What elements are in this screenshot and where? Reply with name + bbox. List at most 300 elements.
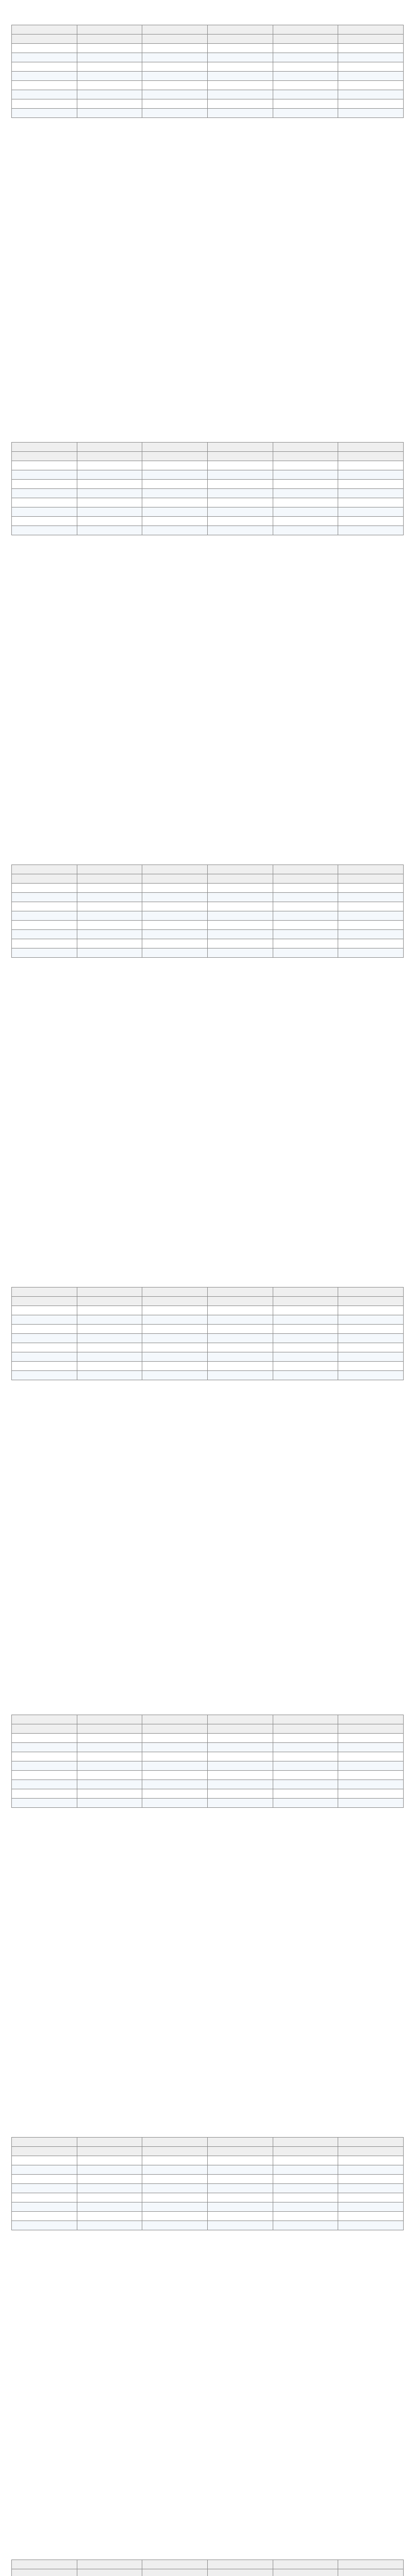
index-value-cell (142, 480, 208, 489)
column-header (273, 1724, 338, 1734)
header-row (12, 874, 404, 884)
index-value-cell (142, 930, 208, 939)
index-value-cell (77, 1306, 142, 1315)
column-header (273, 452, 338, 461)
column-header (207, 2560, 273, 2569)
table-title (11, 1695, 404, 1715)
index-value-cell (338, 2184, 404, 2193)
header-row (12, 35, 404, 44)
index-value-cell (142, 2175, 208, 2184)
index-value-cell (338, 44, 404, 53)
city-cell (12, 470, 77, 480)
table-row (12, 489, 404, 498)
city-cell (207, 90, 273, 99)
table-row (12, 517, 404, 526)
index-value-cell (273, 911, 338, 921)
city-cell (12, 1352, 77, 1362)
table-row (12, 1752, 404, 1761)
table-row (12, 948, 404, 958)
index-value-cell (142, 902, 208, 911)
city-cell (207, 948, 273, 958)
column-header (273, 2147, 338, 2156)
column-header (77, 443, 142, 452)
index-value-cell (142, 1352, 208, 1362)
column-header (207, 2138, 273, 2147)
column-header (12, 2569, 77, 2576)
table-row (12, 498, 404, 507)
city-cell (207, 2221, 273, 2230)
city-cell (207, 470, 273, 480)
index-value-cell (273, 1315, 338, 1325)
index-value-cell (338, 1362, 404, 1371)
index-value-cell (338, 470, 404, 480)
header-row (12, 25, 404, 35)
index-value-cell (142, 489, 208, 498)
city-cell (207, 884, 273, 893)
table-row (12, 1799, 404, 1808)
index-value-cell (77, 1352, 142, 1362)
index-value-cell (273, 53, 338, 62)
index-value-cell (142, 461, 208, 470)
column-header (12, 1715, 77, 1724)
index-value-cell (142, 1752, 208, 1761)
city-cell (207, 2165, 273, 2175)
column-header (142, 443, 208, 452)
city-cell (12, 893, 77, 902)
header-row (12, 2147, 404, 2156)
header-row (12, 1297, 404, 1306)
table-row (12, 2165, 404, 2175)
column-header (338, 2147, 404, 2156)
index-value-cell (338, 1315, 404, 1325)
city-cell (207, 507, 273, 517)
city-cell (207, 81, 273, 90)
header-row (12, 452, 404, 461)
index-value-cell (273, 2202, 338, 2212)
index-value-cell (273, 72, 338, 81)
index-value-cell (338, 1343, 404, 1352)
table-row (12, 911, 404, 921)
city-cell (12, 2184, 77, 2193)
index-value-cell (273, 902, 338, 911)
index-value-cell (77, 1371, 142, 1380)
column-header (77, 452, 142, 461)
table-row (12, 884, 404, 893)
table-row (12, 1734, 404, 1743)
column-header (338, 2560, 404, 2569)
table-row (12, 72, 404, 81)
index-value-cell (77, 1343, 142, 1352)
city-cell (12, 1306, 77, 1315)
index-value-cell (273, 2221, 338, 2230)
index-value-cell (273, 480, 338, 489)
city-cell (207, 1799, 273, 1808)
city-cell (12, 902, 77, 911)
city-cell (12, 884, 77, 893)
index-value-cell (338, 921, 404, 930)
index-value-cell (77, 461, 142, 470)
index-value-cell (142, 1780, 208, 1789)
city-cell (207, 1743, 273, 1752)
table-section (11, 1267, 404, 1380)
index-value-cell (338, 2212, 404, 2221)
column-header (12, 1297, 77, 1306)
index-value-cell (142, 72, 208, 81)
table-row (12, 470, 404, 480)
city-cell (12, 53, 77, 62)
column-header (12, 874, 77, 884)
index-value-cell (273, 498, 338, 507)
column-header (273, 2138, 338, 2147)
column-header (12, 35, 77, 44)
index-value-cell (273, 461, 338, 470)
index-value-cell (338, 2221, 404, 2230)
index-value-cell (273, 1352, 338, 1362)
index-value-cell (273, 921, 338, 930)
index-value-cell (338, 1752, 404, 1761)
column-header (207, 865, 273, 874)
city-cell (12, 1371, 77, 1380)
column-header (273, 443, 338, 452)
index-value-cell (142, 62, 208, 72)
index-value-cell (142, 911, 208, 921)
price-index-table (11, 2560, 404, 2576)
table-row (12, 44, 404, 53)
index-value-cell (273, 109, 338, 118)
column-header (273, 1297, 338, 1306)
city-cell (207, 921, 273, 930)
column-header (12, 452, 77, 461)
index-value-cell (142, 1789, 208, 1799)
index-value-cell (77, 884, 142, 893)
index-value-cell (142, 44, 208, 53)
city-cell (207, 1352, 273, 1362)
city-cell (12, 72, 77, 81)
city-cell (12, 507, 77, 517)
column-header (142, 35, 208, 44)
index-value-cell (77, 99, 142, 109)
table-row (12, 1315, 404, 1325)
column-header (338, 1297, 404, 1306)
index-value-cell (142, 1306, 208, 1315)
index-value-cell (77, 62, 142, 72)
city-cell (207, 1343, 273, 1352)
index-value-cell (77, 902, 142, 911)
city-cell (207, 1752, 273, 1761)
index-value-cell (338, 2175, 404, 2184)
index-value-cell (338, 2165, 404, 2175)
index-value-cell (77, 53, 142, 62)
city-cell (12, 81, 77, 90)
column-header (273, 874, 338, 884)
price-index-table (11, 1715, 404, 1808)
column-header (207, 874, 273, 884)
table-row (12, 53, 404, 62)
index-value-cell (77, 526, 142, 535)
column-header (207, 2569, 273, 2576)
city-cell (207, 109, 273, 118)
column-header (77, 865, 142, 874)
table-row (12, 81, 404, 90)
column-header (273, 1715, 338, 1724)
table-row (12, 1362, 404, 1371)
table-row (12, 2212, 404, 2221)
city-cell (207, 1761, 273, 1771)
table-row (12, 1771, 404, 1780)
column-header (207, 1287, 273, 1297)
column-header (77, 1715, 142, 1724)
index-value-cell (273, 489, 338, 498)
index-value-cell (77, 480, 142, 489)
index-value-cell (142, 948, 208, 958)
index-value-cell (338, 1799, 404, 1808)
city-cell (12, 1743, 77, 1752)
index-value-cell (77, 1325, 142, 1334)
column-header (338, 874, 404, 884)
city-cell (207, 1315, 273, 1325)
index-value-cell (77, 2212, 142, 2221)
index-value-cell (273, 1334, 338, 1343)
table-title (11, 1267, 404, 1287)
index-value-cell (142, 2165, 208, 2175)
column-header (77, 1297, 142, 1306)
city-cell (207, 62, 273, 72)
table-row (12, 1343, 404, 1352)
index-value-cell (77, 1315, 142, 1325)
city-cell (12, 2202, 77, 2212)
index-value-cell (273, 2175, 338, 2184)
index-value-cell (273, 1371, 338, 1380)
column-header (338, 865, 404, 874)
header-row (12, 1287, 404, 1297)
index-value-cell (273, 81, 338, 90)
column-header (12, 2138, 77, 2147)
city-cell (12, 526, 77, 535)
column-header (273, 2569, 338, 2576)
city-cell (12, 911, 77, 921)
city-cell (207, 517, 273, 526)
index-value-cell (338, 1734, 404, 1743)
city-cell (207, 53, 273, 62)
table-row (12, 1325, 404, 1334)
city-cell (207, 893, 273, 902)
index-value-cell (273, 526, 338, 535)
index-value-cell (142, 99, 208, 109)
city-cell (207, 480, 273, 489)
column-header (273, 1287, 338, 1297)
city-cell (12, 1362, 77, 1371)
column-header (77, 2147, 142, 2156)
header-row (12, 443, 404, 452)
table-section (11, 1695, 404, 1808)
index-value-cell (77, 1743, 142, 1752)
city-cell (207, 2212, 273, 2221)
index-value-cell (273, 1761, 338, 1771)
column-header (12, 1287, 77, 1297)
index-value-cell (338, 62, 404, 72)
city-cell (12, 921, 77, 930)
table-title (11, 5, 404, 25)
index-value-cell (273, 1752, 338, 1761)
column-header (12, 2560, 77, 2569)
column-header (207, 25, 273, 35)
index-value-cell (338, 517, 404, 526)
city-cell (207, 911, 273, 921)
city-cell (207, 2202, 273, 2212)
index-value-cell (77, 939, 142, 948)
city-cell (12, 1734, 77, 1743)
column-header (142, 2138, 208, 2147)
index-value-cell (273, 1343, 338, 1352)
city-cell (12, 461, 77, 470)
index-value-cell (77, 109, 142, 118)
table-row (12, 921, 404, 930)
index-value-cell (142, 893, 208, 902)
column-header (338, 1724, 404, 1734)
city-cell (207, 1362, 273, 1371)
city-cell (207, 1306, 273, 1315)
index-value-cell (142, 526, 208, 535)
index-value-cell (77, 1334, 142, 1343)
index-value-cell (77, 2221, 142, 2230)
city-cell (12, 1315, 77, 1325)
index-value-cell (273, 2212, 338, 2221)
city-cell (207, 2184, 273, 2193)
index-value-cell (273, 1306, 338, 1315)
city-cell (12, 1761, 77, 1771)
index-value-cell (273, 2156, 338, 2165)
city-cell (12, 1325, 77, 1334)
column-header (142, 452, 208, 461)
index-value-cell (338, 109, 404, 118)
column-header (77, 25, 142, 35)
city-cell (12, 939, 77, 948)
index-value-cell (273, 44, 338, 53)
column-header (207, 1297, 273, 1306)
index-value-cell (77, 72, 142, 81)
city-cell (12, 930, 77, 939)
index-value-cell (77, 1761, 142, 1771)
city-cell (12, 2165, 77, 2175)
price-index-table (11, 442, 404, 535)
column-header (12, 865, 77, 874)
column-header (338, 35, 404, 44)
table-row (12, 109, 404, 118)
table-section (11, 845, 404, 958)
index-value-cell (338, 2156, 404, 2165)
index-value-cell (142, 90, 208, 99)
city-cell (12, 1334, 77, 1343)
table-row (12, 2156, 404, 2165)
city-cell (207, 1371, 273, 1380)
index-value-cell (142, 507, 208, 517)
index-value-cell (77, 1362, 142, 1371)
city-cell (12, 480, 77, 489)
column-header (273, 865, 338, 874)
column-header (142, 2569, 208, 2576)
column-header (273, 25, 338, 35)
index-value-cell (338, 461, 404, 470)
city-cell (12, 498, 77, 507)
city-cell (12, 2156, 77, 2165)
city-cell (12, 1771, 77, 1780)
table-row (12, 1371, 404, 1380)
column-header (142, 1297, 208, 1306)
index-value-cell (77, 893, 142, 902)
index-value-cell (273, 517, 338, 526)
city-cell (207, 526, 273, 535)
column-header (142, 25, 208, 35)
index-value-cell (273, 1771, 338, 1780)
city-cell (12, 517, 77, 526)
table-title (11, 2117, 404, 2137)
table-row (12, 893, 404, 902)
index-value-cell (338, 1306, 404, 1315)
index-value-cell (273, 90, 338, 99)
index-value-cell (338, 1780, 404, 1789)
index-value-cell (338, 53, 404, 62)
index-value-cell (338, 2193, 404, 2202)
header-row (12, 2560, 404, 2569)
column-header (273, 2560, 338, 2569)
table-title (11, 422, 404, 442)
index-value-cell (77, 1799, 142, 1808)
city-cell (207, 2156, 273, 2165)
column-header (338, 1287, 404, 1297)
city-cell (12, 489, 77, 498)
header-row (12, 2138, 404, 2147)
table-section (11, 5, 404, 118)
index-value-cell (142, 2202, 208, 2212)
table-row (12, 1780, 404, 1789)
header-row (12, 1715, 404, 1724)
header-row (12, 1724, 404, 1734)
price-index-table (11, 865, 404, 958)
index-value-cell (273, 1325, 338, 1334)
column-header (12, 1724, 77, 1734)
column-header (207, 443, 273, 452)
index-value-cell (338, 884, 404, 893)
index-value-cell (77, 470, 142, 480)
table-section (11, 2540, 404, 2576)
header-row (12, 2569, 404, 2576)
index-value-cell (142, 1334, 208, 1343)
index-value-cell (142, 939, 208, 948)
city-cell (12, 2193, 77, 2202)
index-value-cell (338, 507, 404, 517)
index-value-cell (77, 2156, 142, 2165)
column-header (207, 452, 273, 461)
city-cell (207, 461, 273, 470)
index-value-cell (273, 930, 338, 939)
index-value-cell (142, 1371, 208, 1380)
table-row (12, 2175, 404, 2184)
table-row (12, 2221, 404, 2230)
city-cell (12, 2175, 77, 2184)
city-cell (12, 948, 77, 958)
index-value-cell (142, 2221, 208, 2230)
index-value-cell (273, 1789, 338, 1799)
index-value-cell (273, 939, 338, 948)
table-row (12, 2202, 404, 2212)
index-value-cell (273, 893, 338, 902)
index-value-cell (338, 902, 404, 911)
city-cell (207, 1771, 273, 1780)
column-header (273, 35, 338, 44)
city-cell (207, 2175, 273, 2184)
index-value-cell (338, 1334, 404, 1343)
index-value-cell (77, 2193, 142, 2202)
